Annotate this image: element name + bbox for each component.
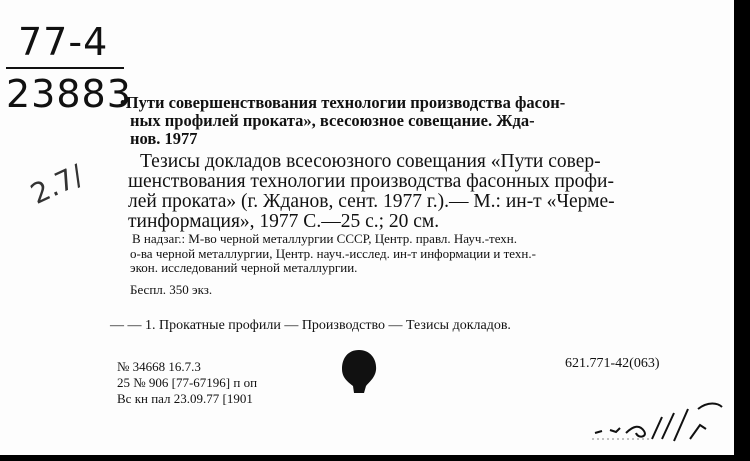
record-title <box>120 94 690 148</box>
title-line: нов. 1977 <box>130 129 198 148</box>
handwritten-number: 23883 <box>6 72 132 116</box>
accession-block <box>117 359 257 407</box>
title-line: ных профилей проката», всесоюзное совещание. Жда- <box>130 111 535 130</box>
handwritten-code: 77-4 <box>18 20 109 64</box>
description-line: шенствования технологии производства фасонных профи- <box>128 171 614 192</box>
accession-line: № 34668 16.7.3 <box>117 359 201 374</box>
record-subjects: — — 1. Прокатные профили — Производство — Тезисы докладов. <box>110 318 511 333</box>
description-line: тинформация», 1977 С.—25 с.; 20 см. <box>128 211 440 232</box>
accession-line: 25 № 906 [77-67196] п оп <box>117 375 258 390</box>
title-line: •Пути совершенствования технологии производства фасон- <box>120 93 566 112</box>
description-line: Тезисы докладов всесоюзного совещания «Пути совер- <box>140 151 601 172</box>
notes-line: экон. исследований черной металлургии. <box>130 260 358 275</box>
accession-line: Вс кн пал 23.09.77 [1901 <box>117 391 253 406</box>
handwritten-side-mark: 2.7/ <box>25 158 89 211</box>
record-description <box>128 152 693 232</box>
notes-line: о-ва черной металлургии, Центр. науч.-исслед. ин-т информации и техн.- <box>130 245 536 261</box>
record-notes <box>130 232 690 276</box>
handwritten-rule <box>6 67 124 69</box>
stamp-scribble <box>590 395 730 450</box>
udc-code: 621.771-42(063) <box>565 356 660 371</box>
record-copies: Беспл. 350 экз. <box>130 282 213 297</box>
description-line: лей проката» (г. Жданов, сент. 1977 г.).— М.: ин-т «Черме- <box>128 191 615 212</box>
notes-line: В надзаг.: М-во черной металлургии СССР, Центр. правл. Науч.-техн. <box>132 231 518 246</box>
ink-blot <box>340 348 378 394</box>
